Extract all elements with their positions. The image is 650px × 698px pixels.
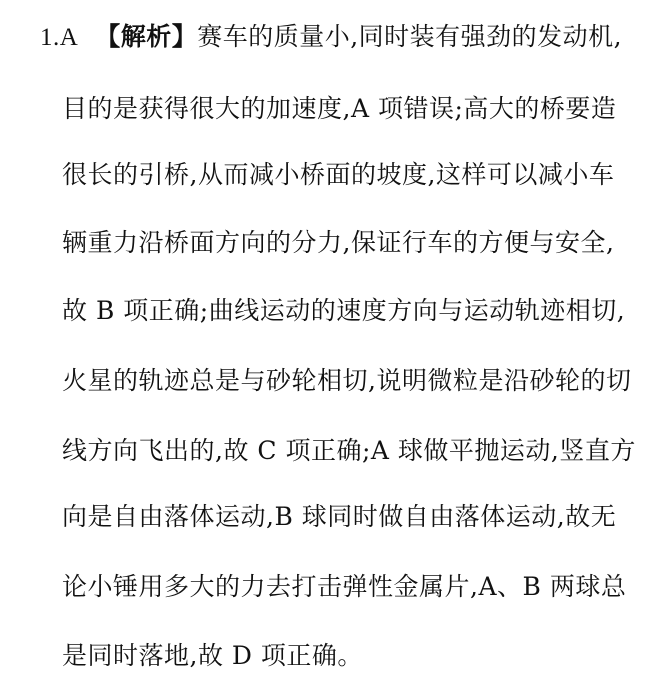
explanation-text: 赛车的质量小,同时装有强劲的发动机, [197,22,623,51]
explanation-line-9: 论小锤用多大的力去打击弹性金属片,A、B 两球总 [62,572,627,601]
explanation-line-1 [40,22,622,53]
explanation-line-4: 辆重力沿桥面方向的分力,保证行车的方便与安全, [62,228,615,257]
explanation-line-5: 故 B 项正确;曲线运动的速度方向与运动轨迹相切, [62,296,626,325]
analysis-tag: 【解析】 [95,22,198,51]
explanation-line-6: 火星的轨迹总是与砂轮相切,说明微粒是沿砂轮的切 [62,366,632,395]
explanation-line-8: 向是自由落体运动,B 球同时做自由落体运动,故无 [62,502,617,531]
question-number: 1. [40,24,60,51]
explanation-line-3: 很长的引桥,从而减小桥面的坡度,这样可以减小车 [62,160,615,189]
answer-choice: A [59,24,79,51]
explanation-line-2: 目的是获得很大的加速度,A 项错误;高大的桥要造 [62,94,617,123]
explanation-line-7: 线方向飞出的,故 C 项正确;A 球做平抛运动,竖直方 [62,436,636,465]
explanation-line-10: 是同时落地,故 D 项正确。 [62,641,363,670]
